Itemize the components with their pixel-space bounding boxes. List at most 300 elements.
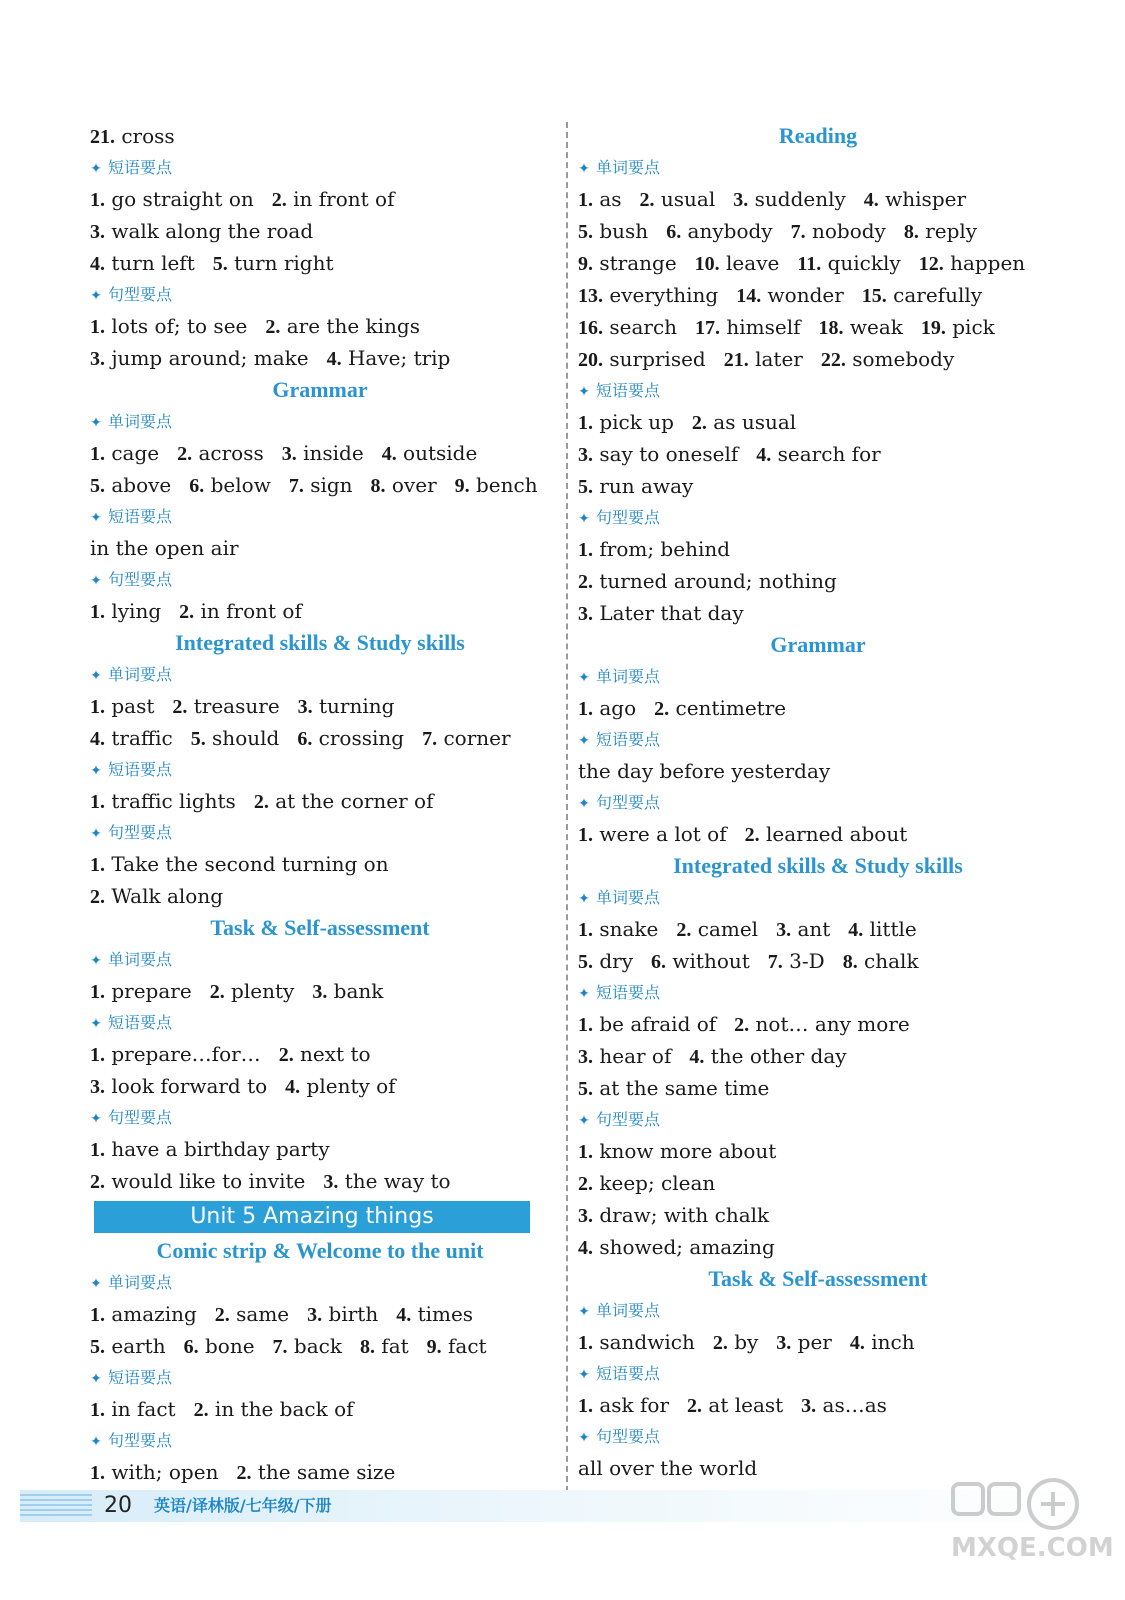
answer-text: everything [609, 283, 719, 307]
answer-item [578, 1139, 776, 1163]
section-heading-integrated-skills-study-skills-23: Integrated skills & Study skills [673, 853, 963, 878]
answer-text: past [111, 694, 155, 718]
answer-text: weak [849, 315, 903, 339]
answer-text: know more about [599, 1139, 777, 1163]
answer-text: whisper [885, 187, 967, 211]
answer-item [382, 441, 478, 465]
answer-item [396, 1302, 473, 1326]
diamond-icon: ✦ [578, 384, 590, 400]
answer-line [90, 785, 550, 817]
section-tag-label: 单词要点 [596, 667, 661, 686]
diamond-icon: ✦ [578, 511, 590, 527]
answer-text: surprised [609, 347, 706, 371]
answer-text: camel [697, 917, 759, 941]
diamond-icon: ✦ [90, 288, 102, 304]
answer-number: 3. [776, 919, 792, 941]
answer-text: at the same time [599, 1076, 770, 1100]
answer-number: 1. [578, 189, 593, 211]
answer-text: sign [310, 473, 353, 497]
answer-line [90, 310, 550, 342]
answer-item [179, 599, 302, 623]
answer-number: 17. [695, 317, 721, 339]
answer-line [578, 1008, 1058, 1040]
answer-item [651, 949, 750, 973]
answer-number: 4. [396, 1304, 412, 1326]
answer-text: anybody [687, 219, 773, 243]
answer-text: Have; trip [347, 346, 451, 370]
section-tag [90, 564, 550, 595]
section-tag-label: 短语要点 [108, 1368, 173, 1387]
answer-text: are the kings [286, 314, 420, 338]
answer-text: look forward to [111, 1074, 268, 1098]
answer-text: go straight on [111, 187, 254, 211]
section-tag-label: 单词要点 [596, 158, 661, 177]
answer-text: outside [403, 441, 478, 465]
answer-line [90, 1165, 550, 1197]
answer-text: in the back of [214, 1397, 354, 1421]
answer-text: learned about [765, 822, 908, 846]
answer-text: from; behind [599, 537, 731, 561]
answer-line [578, 565, 1058, 597]
footer-decoration [20, 1494, 92, 1518]
answer-item [578, 219, 648, 243]
answer-number: 2. [265, 316, 281, 338]
answer-text: prepare…for… [111, 1042, 261, 1066]
answer-item [90, 187, 254, 211]
answer-item [821, 347, 954, 371]
answer-text: bench [476, 473, 538, 497]
answer-text: in front of [293, 187, 395, 211]
answer-item [578, 696, 636, 720]
answer-number: 1. [90, 1139, 105, 1161]
column-divider [566, 122, 568, 1502]
answer-number: 14. [736, 285, 762, 307]
section-tag-label: 单词要点 [596, 1301, 661, 1320]
answer-item [90, 473, 171, 497]
answer-item [578, 315, 677, 339]
answer-line [90, 342, 550, 374]
section-tag [90, 406, 550, 437]
answer-text: with; open [111, 1460, 219, 1484]
answer-number: 6. [183, 1336, 199, 1358]
answer-item [578, 474, 693, 498]
diamond-icon: ✦ [90, 953, 102, 969]
answer-number: 1. [90, 443, 105, 465]
answer-text: in fact [111, 1397, 176, 1421]
answer-text: hear of [599, 1044, 672, 1068]
answer-number: 1. [578, 1395, 593, 1417]
answer-text: were a lot of [599, 822, 727, 846]
answer-text: quickly [827, 251, 901, 275]
answer-number: 4. [326, 348, 342, 370]
answer-number: 4. [285, 1076, 301, 1098]
answer-item [724, 347, 803, 371]
answer-number: 3. [90, 221, 105, 243]
answer-text: ant [797, 917, 831, 941]
answer-item [90, 314, 247, 338]
answer-number: 6. [189, 475, 205, 497]
answer-text: per [797, 1330, 832, 1354]
answer-number: 7. [288, 475, 304, 497]
answer-item [919, 251, 1026, 275]
answer-number: 2. [639, 189, 655, 211]
answer-number: 1. [578, 412, 593, 434]
answer-number: 1. [90, 189, 105, 211]
answer-text: the other day [710, 1044, 847, 1068]
answer-line [90, 690, 550, 722]
answer-text: all over the world [578, 1456, 758, 1480]
answer-number: 5. [90, 1336, 105, 1358]
answer-item [297, 726, 404, 750]
answer-item [578, 410, 674, 434]
answer-item [312, 979, 383, 1003]
answer-item [578, 1456, 757, 1480]
answer-text: traffic lights [111, 789, 236, 813]
answer-text: birth [328, 1302, 379, 1326]
answer-item [90, 441, 159, 465]
answer-item [90, 1334, 166, 1358]
answer-number: 1. [90, 1399, 105, 1421]
section-tag [90, 501, 550, 532]
answer-text: jump around; make [111, 346, 309, 370]
answer-item [265, 314, 420, 338]
answer-number: 2. [172, 696, 188, 718]
diamond-icon: ✦ [90, 1016, 102, 1032]
answer-number: 13. [578, 285, 603, 307]
answer-text: in front of [200, 599, 302, 623]
left-column [90, 120, 550, 1488]
answer-text: turned around; nothing [599, 569, 837, 593]
answer-text: fact [448, 1334, 487, 1358]
answer-number: 3. [578, 444, 593, 466]
answer-number: 2. [209, 981, 225, 1003]
answer-text: the same size [257, 1460, 396, 1484]
section-heading-task-self-assessment-25: Task & Self-assessment [210, 915, 430, 940]
answer-item [298, 694, 395, 718]
answer-line [90, 848, 550, 880]
answer-item [578, 601, 744, 625]
watermark-logo [945, 1478, 1114, 1588]
section-tag [90, 1362, 550, 1393]
section-tag-label: 单词要点 [108, 665, 173, 684]
answer-text: 3-D [789, 949, 825, 973]
section-tag [578, 882, 1058, 913]
answer-item [695, 251, 780, 275]
answer-text: as usual [713, 410, 797, 434]
diamond-icon: ✦ [578, 891, 590, 907]
answer-text: carefully [893, 283, 983, 307]
answer-text: dry [599, 949, 634, 973]
answer-number: 2. [90, 886, 105, 908]
answer-text: pick [952, 315, 995, 339]
answer-item [90, 979, 192, 1003]
answer-text: snake [599, 917, 659, 941]
answer-number: 4. [90, 253, 105, 275]
answer-item [850, 1330, 915, 1354]
diamond-icon: ✦ [578, 670, 590, 686]
answer-number: 1. [578, 1141, 593, 1163]
answer-item [90, 694, 154, 718]
answer-number: 6. [666, 221, 682, 243]
answer-item [733, 187, 846, 211]
answer-number: 7. [422, 728, 438, 750]
section-tag [578, 1421, 1058, 1452]
diamond-icon: ✦ [90, 510, 102, 526]
answer-line [578, 1040, 1058, 1072]
answer-text: next to [300, 1042, 371, 1066]
answer-number: 3. [323, 1171, 339, 1193]
answer-number: 3. [90, 1076, 105, 1098]
answer-number: 1. [578, 919, 593, 941]
answer-line [578, 1199, 1058, 1231]
answer-item [864, 187, 966, 211]
answer-item [215, 1302, 289, 1326]
answer-number: 8. [370, 475, 386, 497]
section-tag [90, 754, 550, 785]
answer-number: 12. [918, 253, 944, 275]
answer-text: search for [777, 442, 881, 466]
answer-text: plenty [231, 979, 295, 1003]
answer-item [578, 537, 730, 561]
answer-line [90, 1330, 550, 1362]
answer-text: cross [121, 124, 175, 148]
answer-item [776, 1330, 832, 1354]
answer-text: later [755, 347, 803, 371]
answer-number: 1. [578, 1332, 593, 1354]
answer-item [745, 822, 908, 846]
answer-number: 4. [90, 728, 105, 750]
answer-number: 3. [578, 1046, 593, 1068]
answer-item [578, 569, 837, 593]
answer-text: somebody [852, 347, 955, 371]
answer-line [90, 1298, 550, 1330]
answer-text: inch [871, 1330, 915, 1354]
answer-line [578, 438, 1058, 470]
answer-text: leave [726, 251, 780, 275]
section-tag-label: 短语要点 [108, 158, 173, 177]
answer-line [578, 183, 1058, 215]
answer-text: reply [925, 219, 978, 243]
answer-text: treasure [193, 694, 280, 718]
section-tag [90, 659, 550, 690]
answer-text: pick up [599, 410, 674, 434]
answer-line [90, 437, 550, 469]
answer-item [289, 473, 353, 497]
answer-line [90, 1070, 550, 1102]
answer-text: times [417, 1302, 474, 1326]
answer-number: 4. [848, 919, 864, 941]
answer-line [578, 1389, 1058, 1421]
answer-number: 11. [797, 253, 822, 275]
answer-number: 7. [790, 221, 806, 243]
answer-line [90, 183, 550, 215]
answer-number: 2. [578, 571, 593, 593]
answer-text: Later that day [599, 601, 744, 625]
answer-number: 8. [903, 221, 919, 243]
answer-text: Walk along [111, 884, 224, 908]
answer-number: 2. [654, 698, 670, 720]
section-tag-label: 句型要点 [596, 1427, 661, 1446]
section-tag-label: 单词要点 [108, 950, 173, 969]
answer-text: walk along the road [111, 219, 314, 243]
answer-number: 2. [179, 601, 195, 623]
answer-item [90, 346, 309, 370]
answer-text: lying [111, 599, 162, 623]
answer-line [90, 247, 550, 279]
diamond-icon: ✦ [578, 1367, 590, 1383]
answer-text: say to oneself [599, 442, 739, 466]
section-tag [578, 787, 1058, 818]
section-heading-grammar-16: Grammar [770, 632, 866, 657]
answer-item [862, 283, 982, 307]
answer-item [90, 1042, 261, 1066]
answer-line [578, 755, 1058, 787]
answer-item [272, 187, 395, 211]
answer-item [578, 1076, 769, 1100]
diamond-icon: ✦ [90, 1111, 102, 1127]
section-tag-label: 句型要点 [108, 1108, 173, 1127]
answer-number: 2. [734, 1014, 750, 1036]
watermark-text: MXQE.COM [951, 1533, 1114, 1563]
answer-line [90, 1133, 550, 1165]
answer-number: 3. [578, 1205, 593, 1227]
section-tag [578, 152, 1058, 183]
answer-number: 21. [90, 126, 115, 148]
answer-number: 10. [694, 253, 720, 275]
answer-number: 2. [271, 189, 287, 211]
answer-line [90, 469, 550, 501]
answer-text: without [672, 949, 750, 973]
section-heading-grammar-8: Grammar [272, 377, 368, 402]
answer-line [578, 1326, 1058, 1358]
section-tag-label: 单词要点 [596, 888, 661, 907]
answer-item [455, 473, 538, 497]
answer-text: below [210, 473, 271, 497]
answer-item [285, 1074, 395, 1098]
answer-text: should [212, 726, 280, 750]
answer-number: 1. [90, 1462, 105, 1484]
answer-item [578, 1330, 695, 1354]
answer-item [578, 1235, 775, 1259]
answer-line [578, 1167, 1058, 1199]
section-tag-label: 句型要点 [596, 1110, 661, 1129]
answer-item [578, 759, 830, 783]
answer-number: 4. [381, 443, 397, 465]
answer-line [578, 945, 1058, 977]
answer-number: 21. [723, 349, 749, 371]
answer-item [371, 473, 437, 497]
answer-item [236, 1460, 395, 1484]
section-tag-label: 短语要点 [596, 1364, 661, 1383]
answer-number: 18. [818, 317, 844, 339]
answer-item [848, 917, 916, 941]
answer-text: crossing [318, 726, 405, 750]
answer-number: 5. [578, 221, 593, 243]
answer-text: over [391, 473, 437, 497]
answer-line [90, 1038, 550, 1070]
answer-line [90, 1456, 550, 1488]
diamond-icon: ✦ [90, 573, 102, 589]
answer-item [578, 251, 677, 275]
section-tag-label: 句型要点 [108, 823, 173, 842]
answer-number: 1. [90, 601, 105, 623]
answer-text: Take the second turning on [111, 852, 389, 876]
answer-number: 6. [297, 728, 313, 750]
answer-text: centimetre [675, 696, 787, 720]
answer-line [578, 470, 1058, 502]
answer-item [776, 917, 830, 941]
answer-text: the day before yesterday [578, 759, 831, 783]
section-tag [578, 1104, 1058, 1135]
answer-item [578, 1171, 715, 1195]
answer-text: ask for [599, 1393, 670, 1417]
answer-item [90, 124, 175, 148]
answer-number: 4. [578, 1237, 593, 1259]
answer-text: at least [708, 1393, 784, 1417]
section-tag-label: 短语要点 [108, 1013, 173, 1032]
answer-line [578, 279, 1058, 311]
answer-item [279, 1042, 371, 1066]
answer-item [687, 1393, 783, 1417]
answer-item [801, 1393, 887, 1417]
diamond-icon: ✦ [578, 733, 590, 749]
answer-item [90, 884, 223, 908]
answer-item [695, 315, 801, 339]
section-tag [578, 1358, 1058, 1389]
answer-number: 8. [842, 951, 858, 973]
answer-item [191, 726, 280, 750]
diamond-icon: ✦ [90, 763, 102, 779]
answer-number: 2. [177, 443, 193, 465]
section-tag-label: 短语要点 [108, 507, 173, 526]
answer-item [819, 315, 903, 339]
answer-item [194, 1397, 354, 1421]
answer-number: 16. [578, 317, 603, 339]
answer-number: 4. [756, 444, 772, 466]
section-heading-comic-strip-welcome-to-the-unit-35: Comic strip & Welcome to the unit [156, 1238, 484, 1263]
answer-number: 4. [849, 1332, 865, 1354]
answer-line [90, 215, 550, 247]
answer-text: inside [303, 441, 364, 465]
answer-item [666, 219, 772, 243]
answer-item [843, 949, 919, 973]
answer-number: 1. [90, 791, 105, 813]
answer-item [90, 1460, 218, 1484]
answer-text: amazing [111, 1302, 197, 1326]
answer-number: 3. [307, 1304, 323, 1326]
answer-text: wonder [767, 283, 844, 307]
answer-item [427, 1334, 487, 1358]
answer-item [578, 1393, 669, 1417]
answer-item [692, 410, 796, 434]
answer-item [578, 1203, 769, 1227]
answer-item [273, 1334, 342, 1358]
answer-item [713, 1330, 758, 1354]
diamond-icon: ✦ [90, 826, 102, 842]
answer-line [578, 1135, 1058, 1167]
answer-text: usual [660, 187, 716, 211]
answer-line [90, 722, 550, 754]
answer-text: search [609, 315, 678, 339]
answer-item [254, 789, 434, 813]
answer-number: 2. [90, 1171, 105, 1193]
diamond-icon: ✦ [90, 161, 102, 177]
section-tag-label: 单词要点 [108, 1273, 173, 1292]
answer-number: 1. [578, 1014, 593, 1036]
answer-text: suddenly [754, 187, 846, 211]
answer-text: be afraid of [599, 1012, 717, 1036]
answer-item [189, 473, 271, 497]
